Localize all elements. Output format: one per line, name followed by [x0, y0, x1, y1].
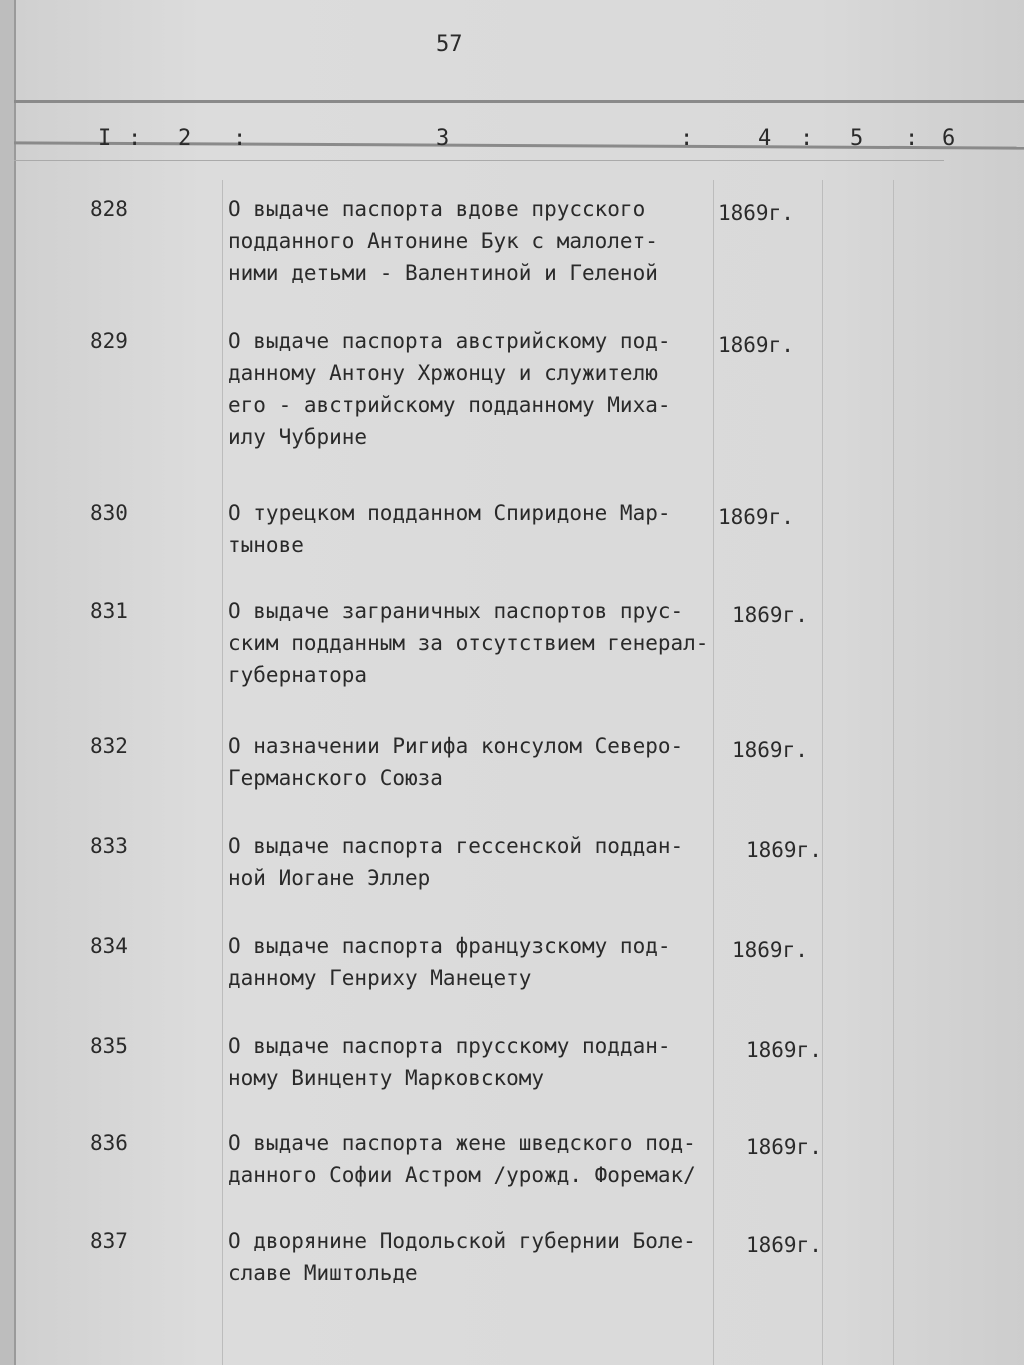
entry-year: 1869г.: [732, 938, 808, 962]
entry-title-line: губернатора: [228, 663, 368, 687]
entry-title-line: О выдаче паспорта гессенской поддан-: [228, 834, 684, 858]
entry-title-line: данного Софии Астром /урожд. Форемак/: [228, 1163, 696, 1187]
entry-year: 1869г.: [746, 1135, 822, 1159]
entry-title-line: данному Антону Хржонцу и служителю: [228, 361, 658, 385]
entry-title: [228, 1127, 696, 1191]
entry-title-line: ским подданным за отсутствием генерал-: [228, 631, 709, 655]
page-number: 57: [436, 32, 463, 57]
entry-title-line: О выдаче паспорта жене шведского под-: [228, 1131, 696, 1155]
entry-title-line: его - австрийскому подданному Миха-: [228, 393, 671, 417]
entry-year: 1869г.: [718, 333, 794, 357]
column-header-4: 4: [758, 126, 772, 151]
entry-number: 836: [90, 1131, 128, 1155]
entry-year: 1869г.: [732, 603, 808, 627]
column-header-2: 2: [178, 126, 192, 151]
entry-title: [228, 1030, 671, 1094]
column-divider: [222, 180, 223, 1365]
entry-title-line: О выдаче заграничных паспортов прус-: [228, 599, 684, 623]
entry-title: [228, 497, 671, 561]
column-divider: [713, 180, 714, 1365]
header-rule-bottom: [14, 141, 1024, 149]
entry-number: 832: [90, 734, 128, 758]
entry-year: 1869г.: [732, 738, 808, 762]
binding-edge: [0, 0, 16, 1365]
entry-title-line: ной Иогане Эллер: [228, 866, 431, 890]
entry-number: 837: [90, 1229, 128, 1253]
entry-year: 1869г.: [718, 201, 794, 225]
entry-title-line: славе Миштольде: [228, 1261, 418, 1285]
column-header-3: 3: [436, 126, 450, 151]
entry-number: 831: [90, 599, 128, 623]
entry-year: 1869г.: [746, 838, 822, 862]
entry-title: [228, 193, 658, 289]
column-header-6: 6: [942, 126, 956, 151]
entry-number: 829: [90, 329, 128, 353]
entry-title-line: подданного Антонине Бук с малолет-: [228, 229, 658, 253]
column-header-5: 5: [850, 126, 864, 151]
entry-year: 1869г.: [718, 505, 794, 529]
entry-title-line: О дворянине Подольской губернии Боле-: [228, 1229, 696, 1253]
header-rule-top: [14, 100, 1024, 103]
entry-title: [228, 830, 683, 894]
entry-title-line: О выдаче паспорта австрийскому под-: [228, 329, 671, 353]
entry-title-line: О выдаче паспорта прусскому поддан-: [228, 1034, 671, 1058]
entry-title: [228, 1225, 696, 1289]
entry-number: 835: [90, 1034, 128, 1058]
column-divider: [822, 180, 823, 1365]
entry-title: [228, 325, 671, 453]
entry-title-line: илу Чубрине: [228, 425, 368, 449]
entry-title-line: Германского Союза: [228, 766, 443, 790]
entry-title: [228, 930, 671, 994]
entry-year: 1869г.: [746, 1233, 822, 1257]
document-page: 57 I : 2 : 3 : 4 : 5 : 6 828 О выдаче паспорта вдове прусского подданного Антонине Бук с малолет- ними детьми - Валентиной и Геленой 1869г. 829 О выдаче паспорта австрийскому под- данному Антону Хржонцу и служителю его - австрийскому подданному Миха- илу Чубрине 1869г. 830 О турецком подданном Спиридоне Мар- тынове 1869г. 831 О выдаче заграничных паспортов прус- ским подданным за отсутствием генерал- губернатора 1869г. 832 О назначении Ригифа консулом Северо- Германского Союза 1869г. 833 О выдаче паспорта гессенской поддан- ной Иогане Эллер 1869г. 834 О выдаче паспорта французскому под- данному Генриху Манецету 1869г. 835 О выдаче паспорта прусскому поддан- ному Винценту Марковскому 1869г. 836 О выдаче паспорта жене шведского под- данного Софии Астром /урожд. Форемак/ 1869г. 837 О дворянине Подольской губернии Боле- славе Миштольде 1869г.: [0, 0, 1024, 1365]
entry-number: 833: [90, 834, 128, 858]
entry-title-line: ними детьми - Валентиной и Геленой: [228, 261, 658, 285]
entry-year: 1869г.: [746, 1038, 822, 1062]
column-divider: [893, 180, 894, 1365]
entry-title-line: О назначении Ригифа консулом Северо-: [228, 734, 684, 758]
header-rule-thin: [14, 160, 944, 161]
entry-number: 834: [90, 934, 128, 958]
entry-number: 828: [90, 197, 128, 221]
entry-title-line: О турецком подданном Спиридоне Мар-: [228, 501, 671, 525]
entry-title-line: данному Генриху Манецету: [228, 966, 532, 990]
column-header-1: I: [98, 126, 112, 151]
entry-number: 830: [90, 501, 128, 525]
entry-title-line: О выдаче паспорта вдове прусского: [228, 197, 646, 221]
entry-title-line: О выдаче паспорта французскому под-: [228, 934, 671, 958]
entry-title-line: ному Винценту Марковскому: [228, 1066, 545, 1090]
entry-title: [228, 595, 708, 691]
entry-title-line: тынове: [228, 533, 304, 557]
entry-title: [228, 730, 683, 794]
